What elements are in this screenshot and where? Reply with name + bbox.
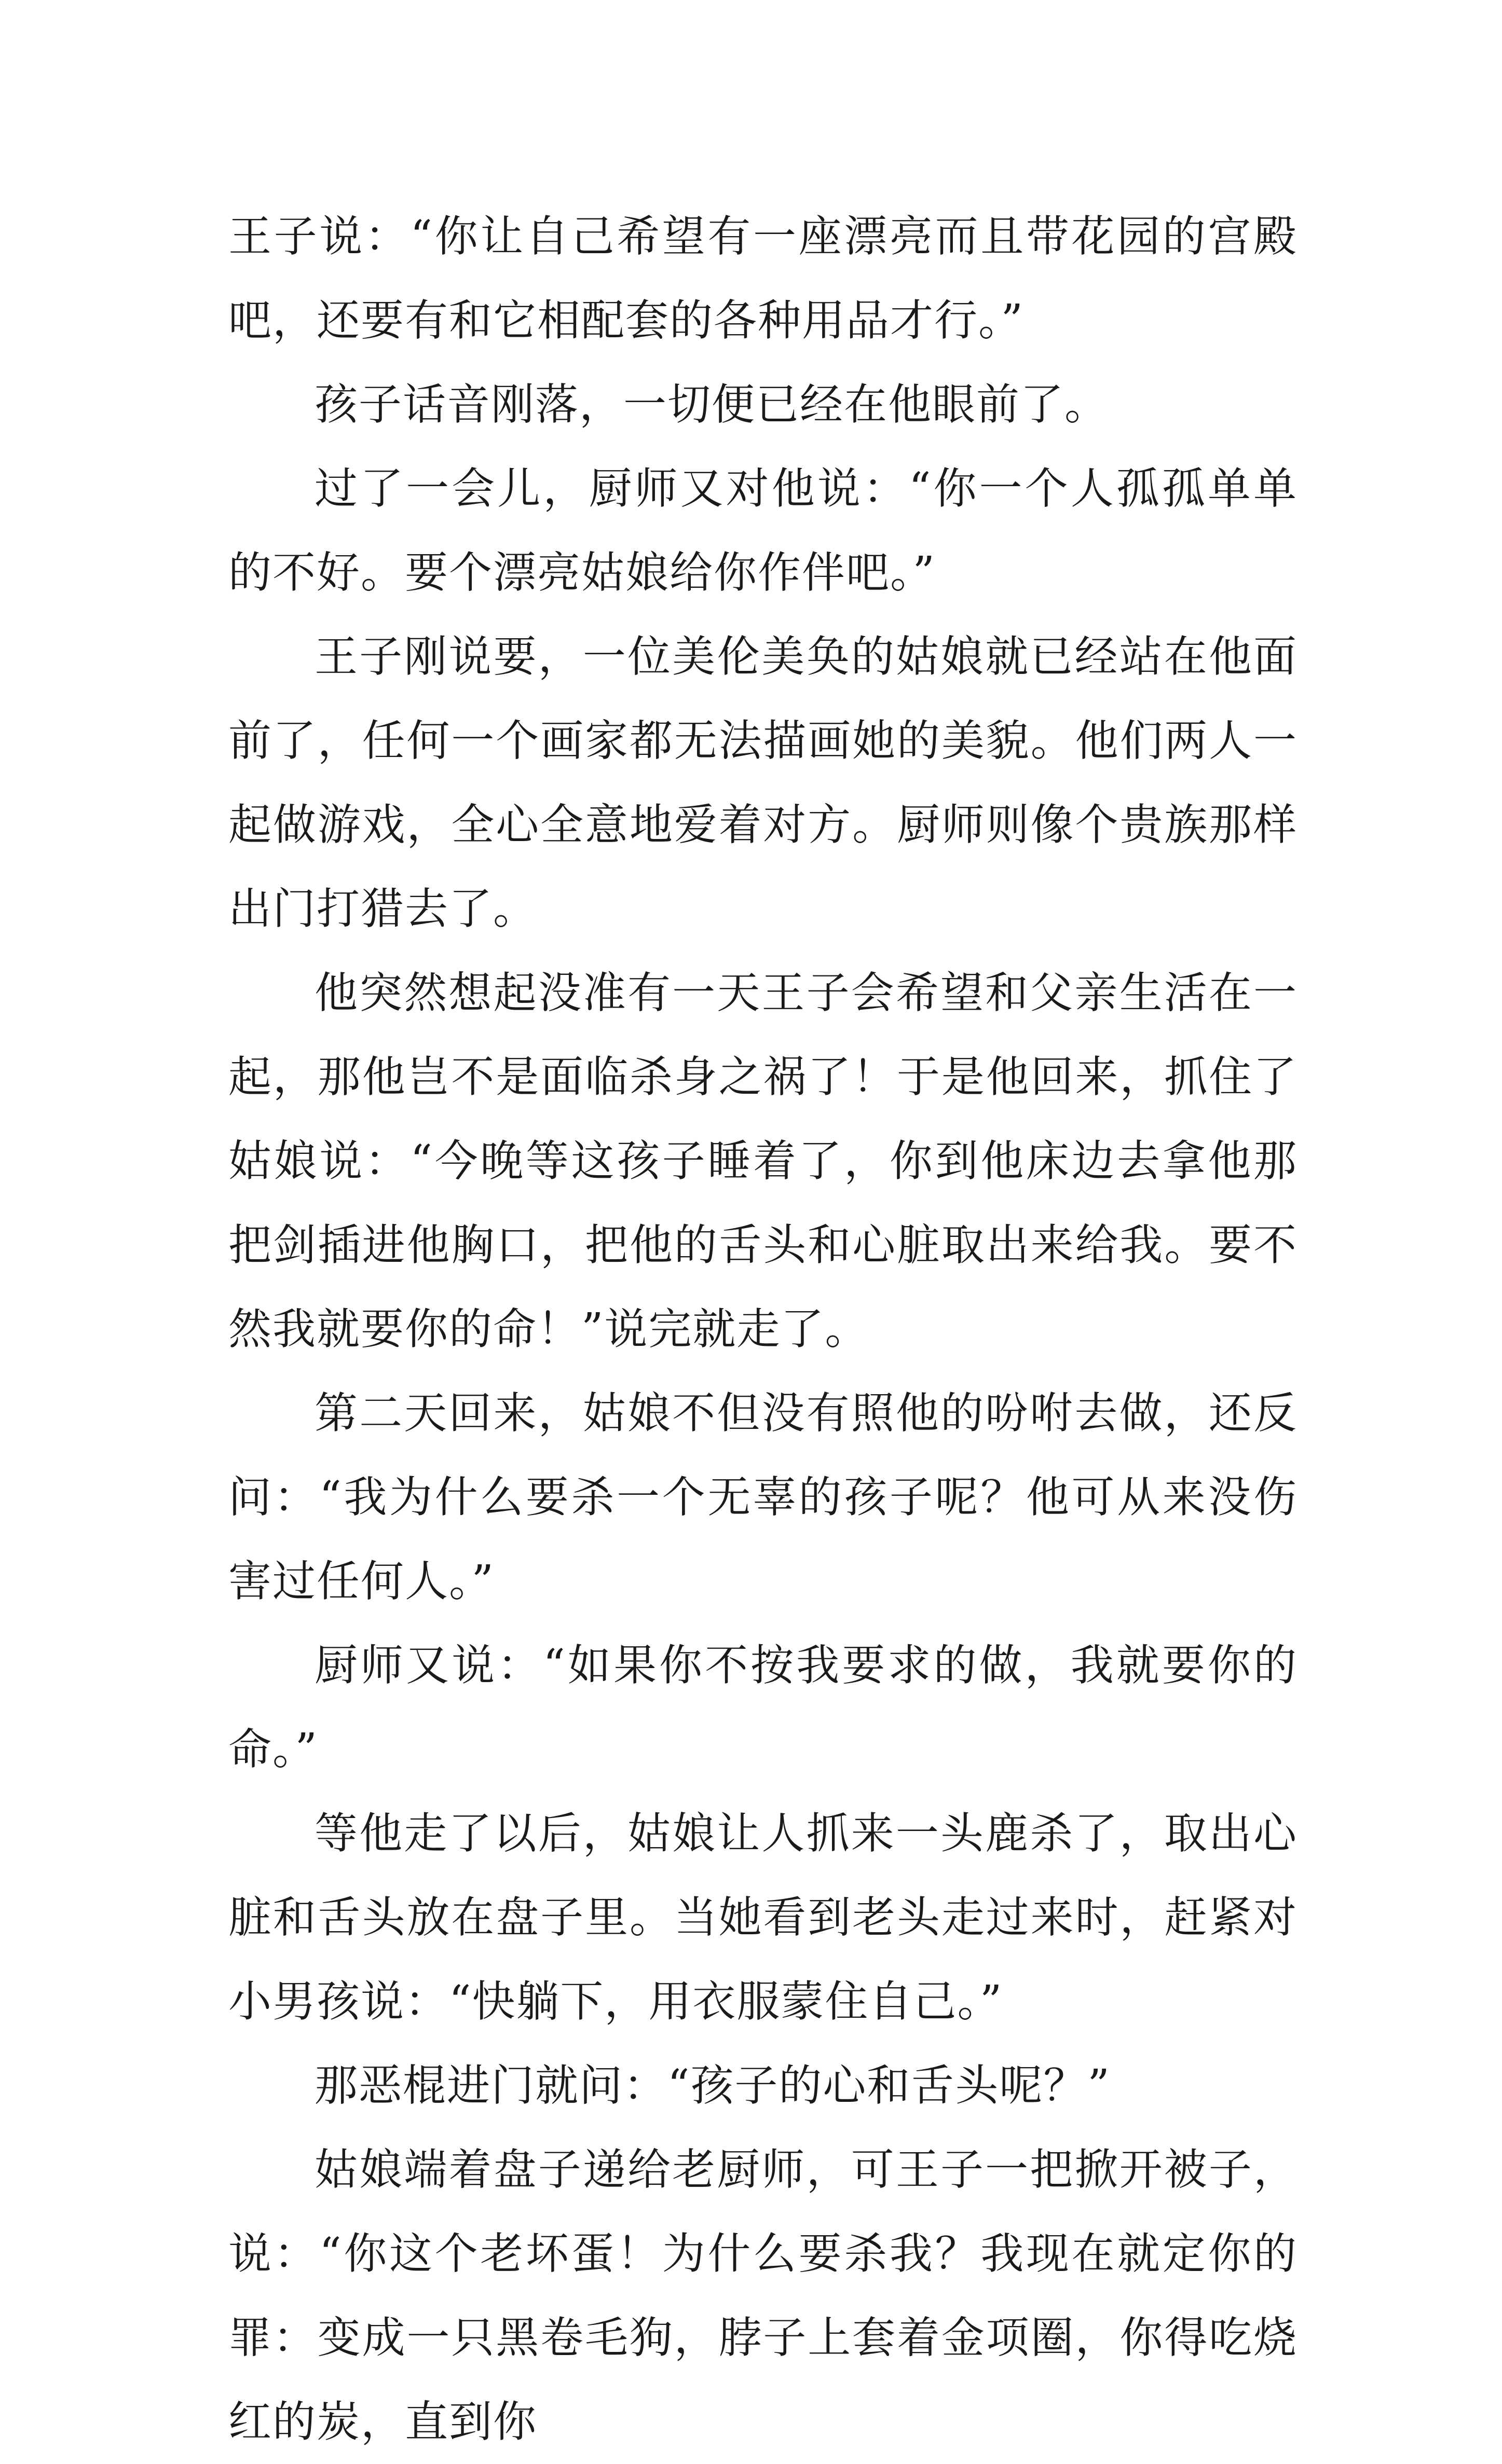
paragraph: 王子刚说要，一位美伦美奂的姑娘就已经站在他面前了，任何一个画家都无法描画她的美貌。他们两人一起做游戏，全心全意地爱着对方。厨师则像个贵族那样出门打猎去了。 [228,631,1298,934]
paragraph: 王子说：“你让自己希望有一座漂亮而且带花园的宫殿吧，还要有和它相配套的各种用品才行。” [228,211,1298,346]
paragraph: 过了一会儿，厨师又对他说：“你一个人孤孤单单的不好。要个漂亮姑娘给你作伴吧。” [228,463,1298,598]
paragraph: 孩子话音刚落，一切便已经在他眼前了。 [315,379,1109,430]
paragraph: 姑娘端着盘子递给老厨师，可王子一把掀开被子，说：“你这个老坏蛋！为什么要杀我？我现在就定你的罪：变成一只黑卷毛狗，脖子上套着金项圈，你得吃烧红的炭，直到你 [228,2144,1298,2447]
paragraph: 那恶棍进门就问：“孩子的心和舌头呢？” [315,2060,1111,2111]
paragraph: 第二天回来，姑娘不但没有照他的吩咐去做，还反问：“我为什么要杀一个无辜的孩子呢？他可从来没伤害过任何人。” [228,1388,1298,1606]
paragraph: 他突然想起没准有一天王子会希望和父亲生活在一起，那他岂不是面临杀身之祸了！于是他回来，抓住了姑娘说：“今晚等这孩子睡着了，你到他床边去拿他那把剑插进他胸口，把他的舌头和心脏取出来给我。要不然我就要你的命！”说完就走了。 [228,968,1298,1354]
paragraph: 等他走了以后，姑娘让人抓来一头鹿杀了，取出心脏和舌头放在盘子里。当她看到老头走过来时，赶紧对小男孩说：“快躺下，用衣服蒙住自己。” [228,1808,1298,2027]
paragraph: 厨师又说：“如果你不按我要求的做，我就要你的命。” [228,1640,1298,1774]
